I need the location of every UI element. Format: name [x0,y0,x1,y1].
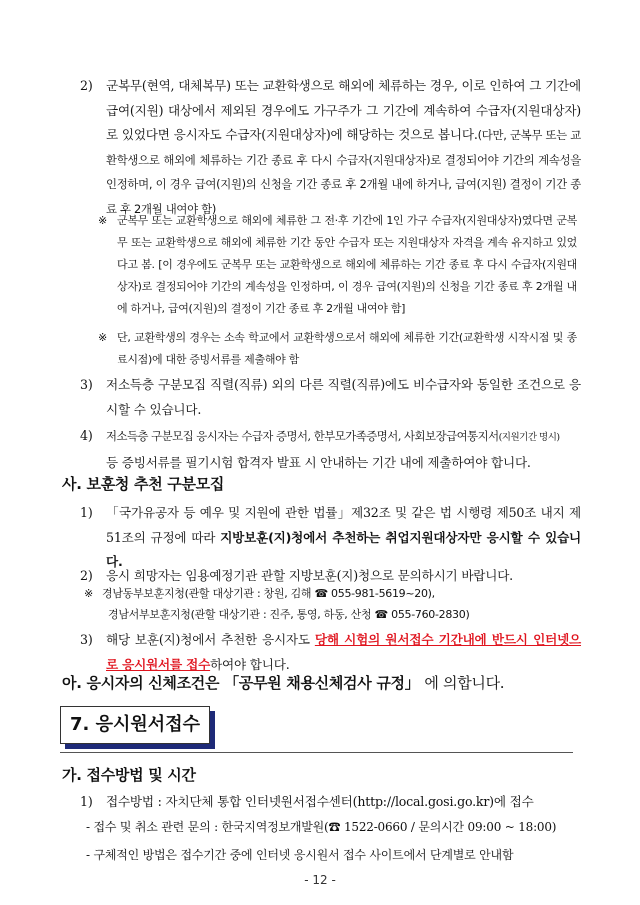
note-2-text: 단, 교환학생의 경우는 소속 학교에서 교환학생으로서 해외에 체류한 기간(교환학생 시작시점 및 종료시점)에 대한 증빙서류를 제출해야 함 [117,331,577,366]
ga-item-1-text: 접수방법 : 자치단체 통합 인터넷원서접수센터(http://local.gosi.go.kr)에 접수 [106,794,534,809]
section-7-title-box [60,706,210,744]
section-divider [60,752,573,753]
section-7-title: 7. 응시원서접수 [70,714,200,735]
item-2-paragraph [106,74,581,221]
item-4-text-a: 저소득층 구분모집 응시자는 수급자 증명서, 한부모가족증명서, 사회보장급여통지서 [106,429,499,443]
item-2-number: 2) [80,78,93,93]
ga-dash-item-inquiry: - 접수 및 취소 관련 문의 : 한국지역정보개발원(☎ 1522-0660 / 문의시간 09:00 ~ 18:00) [86,820,557,834]
item-4-text-c: 등 증빙서류를 필기시험 합격자 발표 시 안내하는 기간 내에 제출하여야 합니다. [106,454,531,470]
section-a-heading-text-c: 에 의합니다. [424,674,505,692]
sa-item-3-text-a: 해당 보훈(지)청에서 추천한 응시자도 [106,632,315,647]
item-2-text: 군복무(현역, 대체복무) 또는 교환학생으로 해외에 체류하는 경우, 이로 인하여 그 기간에 급여(지원) 대상에서 제외된 경우에도 가구주가 그 기간에 계속하여 수급자(지원대상자)로 있었다면 응시자도 수급자(지원대상자)에 해당하는 것으로 봅니다. [106,78,581,142]
section-a-heading [62,670,582,696]
note-1-text: 군복무 또는 교환학생으로 해외에 체류한 그 전·후 기간에 1인 가구 수급자(지원대상자)였다면 군복무 또는 교환학생으로 해외에 체류한 기간 동안 수급자 또는 지원대상자 자격을 계속 유지하고 있었다고 봄. [이 경우에도 군복무 또는 교환학생으로 해외에 체류하는 기간 종료 후 다시 수급자(지원대상자)로 결정되어야 기간의 계속성을 인정하며, 이 경우 급여(지원)의 신청을 기간 종료 후 2개월 내에 하거나, 급여(지원)의 결정이 기간 종료 후 2개월 내여야 함] [117,214,577,315]
sa-item-3-number: 3) [80,632,93,647]
item-4-text-b: (지원기간 명시) [498,432,560,443]
note-2-mark: ※ [98,331,107,344]
sa-item-2-note-line-1: 경남동부보훈지청(관할 대상기관 : 창원, 김해 ☎ 055-981-5619~20), [102,587,435,600]
section-a-heading-text-a: 아. 응시자의 신체조건은 [62,674,220,692]
sa-item-2-note-mark: ※ [84,587,93,600]
sa-item-2-number: 2) [80,568,93,583]
sa-item-3-text-b: 하여야 합니다. [210,656,290,672]
item-4-paragraph [106,424,581,475]
section-sa-heading: 사. 보훈청 추천 구분모집 [62,475,225,493]
item-3-text: 저소득층 구분모집 직렬(직류) 외의 다른 직렬(직류)에도 비수급자와 동일한 조건으로 응시할 수 있습니다. [106,377,581,417]
sa-item-1-text: 「국가유공자 등 예우 및 지원에 관한 법률」제32조 및 같은 법 시행령 제50조 내지 제51조의 규정에 따라 [106,505,581,545]
sa-item-3-red-text: 당해 시험의 원서접수 기간내에 반드시 인터넷으로 응시원서를 접수 [106,632,582,672]
section-a-heading-text-b: 「공무원 채용신체검사 규정」 [224,674,420,692]
sa-item-2-note-line-2: 경남서부보훈지청(관할 대상기관 : 진주, 통영, 하동, 산청 ☎ 055-760-2830) [108,608,470,621]
item-3-number: 3) [80,377,93,392]
note-1-mark: ※ [98,214,107,227]
sa-item-1-number: 1) [80,505,93,520]
item-4-number: 4) [80,428,93,443]
ga-item-1-number: 1) [80,794,93,809]
section-ga-heading: 가. 접수방법 및 시간 [62,766,196,784]
sa-item-2-text: 응시 희망자는 임용예정기관 관할 지방보훈(지)청으로 문의하시기 바랍니다. [106,568,513,583]
ga-dash-item-method: - 구체적인 방법은 접수기간 중에 인터넷 응시원서 접수 사이트에서 단계별로 안내함 [86,848,514,862]
item-2-parenthetical: (다만, 군복무 또는 교환학생으로 해외에 체류하는 기간 종료 후 다시 수급자(지원대상자)로 결정되어야 기간의 계속성을 인정하며, 이 경우 급여(지원)의 신청을 기간 종료 후 2개월 내에 하거나, 급여(지원) 결정이 기간 종료 후 2개월 내여야 함) [106,128,581,216]
sa-item-1-bold-text: 지방보훈(지)청에서 추천하는 취업지원대상자만 응시할 수 있습니다. [106,529,582,569]
page-number: - 12 - [304,873,336,887]
